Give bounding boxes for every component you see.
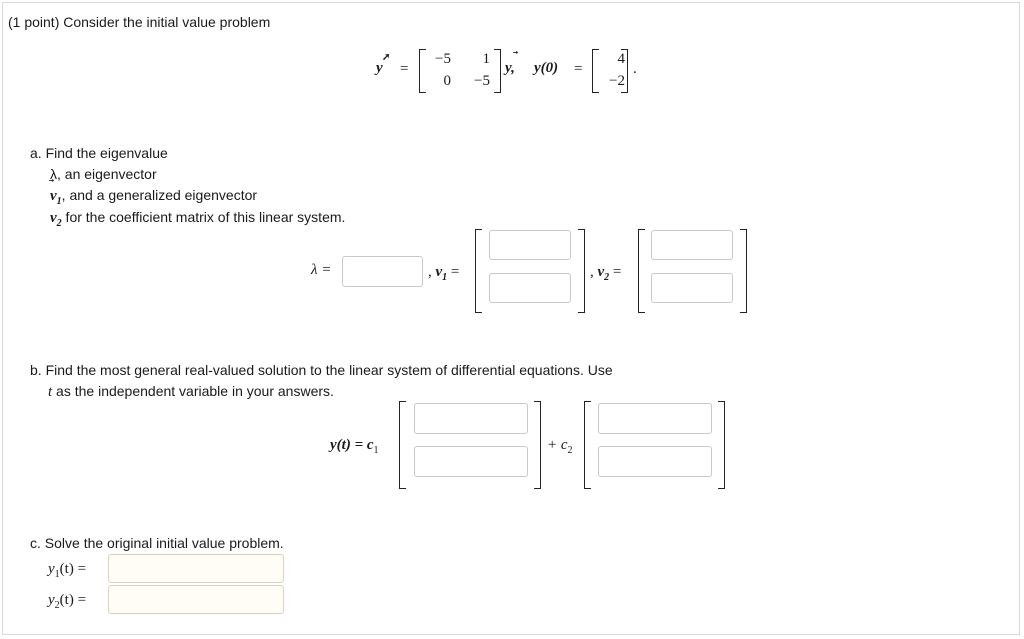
matrix-a11: −5 [435,51,451,67]
y1-input[interactable] [108,554,284,583]
sol-vec2-component-1-input[interactable] [598,403,712,434]
v2-left-bracket [638,229,645,313]
plus-c2-label: + $c_2$ [547,437,573,456]
ic-value-2: −2 [609,73,625,89]
solution-label: $y(t) = c_1$ [330,437,379,456]
matrix-a21: 0 [443,73,451,89]
sol-vec1-left-bracket [399,401,406,489]
sol-vec1-component-2-input[interactable] [414,446,528,477]
problem-period: . [633,61,637,77]
v1-left-bracket [475,229,482,313]
problem-header: (1 point) Consider the initial value problem [8,14,271,30]
v1-component-2-input[interactable] [489,273,571,303]
v2-component-1-input[interactable] [651,230,733,260]
part-b-line-2: t as the independent variable in your answers. [48,383,334,400]
matrix-right-bracket [494,49,501,93]
matrix-a12: 1 [482,51,490,67]
matrix-a22: −5 [474,73,490,89]
ic-left-bracket [592,49,599,93]
part-c-title: c. Solve the original initial value problem. [30,535,284,551]
initial-condition-label: y(0) [534,60,559,76]
v2-component-2-input[interactable] [651,273,733,303]
v1-component-1-input[interactable] [489,230,571,260]
ic-equals-sign: = [574,61,583,77]
v2-right-bracket [740,229,747,313]
y2-input[interactable] [108,585,284,614]
sol-vec1-right-bracket [534,401,541,489]
y1-label: $y_1(t)$ = [48,561,87,580]
y-prime-symbol: y ➚ [376,52,391,76]
matrix-left-bracket [419,49,426,93]
ic-value-1: 4 [617,51,625,67]
v2-label: , $v_2$ = [590,264,622,283]
sol-vec2-component-2-input[interactable] [598,446,712,477]
v1-right-bracket [578,229,585,313]
part-a-line-v2: $v_2$ for the coefficient matrix of this linear system. [50,209,346,229]
part-a-title: a. Find the eigenvalue [30,145,168,161]
ic-right-bracket [621,49,628,93]
y2-label: $y_2(t)$ = [48,592,87,611]
y-vector-symbol: y, [505,60,515,76]
part-a-line-lambda: λ, an eigenvector [50,166,157,182]
sol-vec2-left-bracket [584,401,591,489]
part-b-title: b. Find the most general real-valued solution to the linear system of differential equations. Use [30,362,613,378]
equals-sign: = [400,61,409,77]
v1-label: , $v_1$ = [428,264,460,283]
lambda-input[interactable] [342,256,423,287]
sol-vec2-right-bracket [718,401,725,489]
sol-vec1-component-1-input[interactable] [414,403,528,434]
lambda-label: λ = [311,262,332,278]
part-a-line-v1: $v_1$ , and a generalized eigenvector [50,187,258,207]
